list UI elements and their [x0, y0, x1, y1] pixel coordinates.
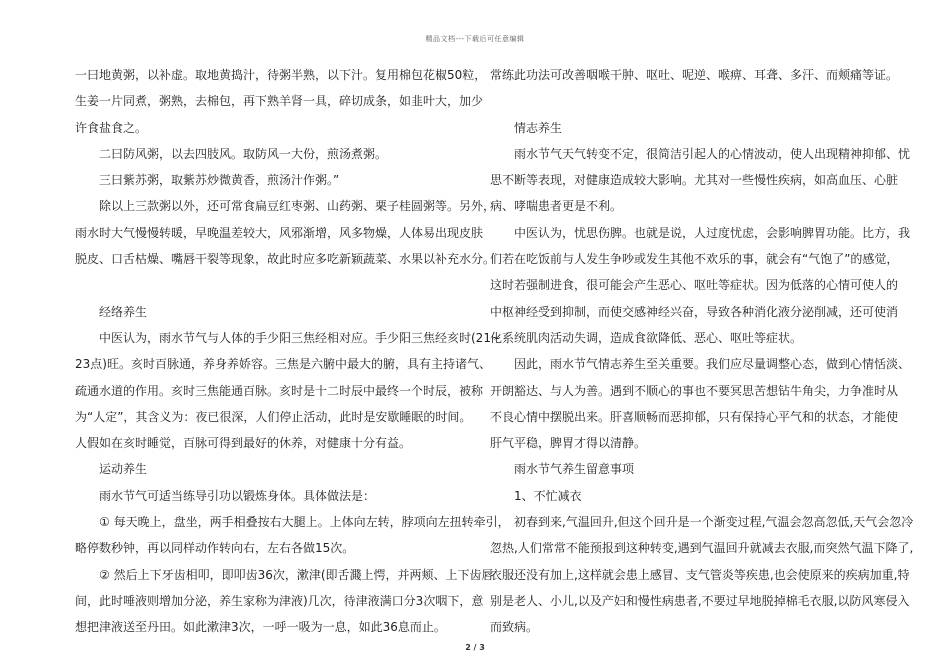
- paragraph-line: 一曰地黄粥，以补虚。取地黄捣汁，待粥半熟，以下汁。复用棉包花椒50粒，: [75, 68, 487, 82]
- paragraph-line: 忽热,人们常常不能预报到这种转变,遇到气温回升就减去衣服,而突然气温下降了,: [490, 541, 914, 556]
- paragraph-line: 中医认为，忧思伤脾。也就是说，人过度忧虑，会影响脾胃功能。比方，我: [514, 225, 911, 240]
- paragraph-line: 为“人定”，其含义为：夜已很深，人们停止活动，此时是安歇睡眠的时间。: [75, 409, 472, 424]
- paragraph-line: 常练此功法可改善咽喉干肿、呕吐、呢逆、喉痹、耳聋、多汗、而颊痛等证。: [490, 68, 899, 82]
- paragraph-line: ① 每天晚上，盘坐，两手相叠按右大腿上。上体向左转，脖项向左扭转牵引，: [99, 515, 510, 530]
- paragraph-line: 衣服还没有加上,这样就会患上感冒、支气管炎等疾患,也会使原来的疾病加重,特: [490, 567, 910, 582]
- paragraph-line: 初春到来,气温回升,但这个回升是一个渐变过程,气温会忽高忽低,天气会忽冷: [514, 515, 914, 530]
- paragraph-line: 思不断等表现，对健康造成较大影响。尤其对一些慢性疾病，如高血压、心脏: [490, 173, 899, 188]
- paragraph-line: 们若在吃饭前与人发生争吵或发生其他不欢乐的事，就会有“气饱了”的感觉，: [490, 252, 899, 267]
- paragraph-line: 除以上三款粥以外，还可常食扁豆红枣粥、山药粥、栗子桂圆粥等。另外，: [99, 199, 496, 214]
- paragraph-line: 23点)旺。亥时百脉通，养身养娇容。三焦是六腑中最大的腑，具有主持诸气、: [75, 357, 491, 372]
- paragraph-line: 二曰防风粥，以去四肢风。取防风一大份，煎汤煮粥。: [99, 146, 388, 161]
- paragraph-line: 中医认为，雨水节气与人体的手少阳三焦经相对应。手少阳三焦经亥时(21~: [99, 330, 502, 345]
- paragraph-line: 而致病。: [490, 620, 539, 635]
- paragraph-line: 生姜一片同煮，粥熟，去棉包，再下熟羊肾一具，碎切成条，如韭叶大，加少: [75, 94, 484, 109]
- paragraph-line: 三曰紫苏粥，取紫苏炒微黄香，煎汤汁作粥。”: [99, 173, 340, 188]
- paragraph-line: 不良心情中摆脱出来。肝喜顺畅而恶抑郁，只有保持心平气和的状态，才能使: [490, 409, 899, 424]
- paragraph-line: ② 然后上下牙齿相叩，即叩齿36次，漱津(即舌濺上愕，并两颊、上下齿唇: [99, 567, 494, 582]
- paragraph-line: 开朗豁达、与人为善。遇到不顺心的事也不要冥思苦想钻牛角尖，力争准时从: [490, 383, 899, 398]
- paragraph-line: 雨水节气可适当练导引功以锻炼身体。具体做法是：: [99, 488, 376, 503]
- section-gap: [75, 272, 453, 298]
- subsection-heading: 1、不忙减衣: [514, 488, 582, 503]
- paragraph-line: 肝气平稳，脾胃才得以清静。: [490, 436, 647, 451]
- section-heading: 经络养生: [99, 304, 148, 319]
- paragraph-line: 雨水节气天气转变不定，很简洁引起人的心情波动，使人出现精神抑郁、忧: [514, 146, 911, 161]
- section-gap: [490, 88, 880, 114]
- left-text-column: [75, 62, 510, 641]
- section-heading: 运动养生: [99, 462, 148, 477]
- paragraph-line: 脱皮、口舌枯燥、嘴唇干裂等现象，故此时应多吃新颖蔬菜、水果以补充水分。: [75, 252, 496, 267]
- paragraph-line: 略停数秒钟，再以同样动作转向右，左右各做15次。: [75, 541, 355, 556]
- paragraph-line: 人假如在亥时睡觉，百脉可得到最好的休养，对健康十分有益。: [75, 436, 412, 451]
- page-header: 精品文档---下载后可任意编辑: [425, 35, 525, 43]
- paragraph-line: 因此，雨水节气情志养生至关重要。我们应尽量调整心态，做到心情恬淡、: [514, 357, 911, 372]
- paragraph-line: 病、哮喘患者更是不利。: [490, 199, 623, 214]
- section-heading: 情志养生: [514, 120, 563, 135]
- paragraph-line: 这时若强制进食，很可能会产生恶心、呕吐等症状。因为低落的心情可使人的: [490, 278, 899, 293]
- paragraph-line: 化系统肌肉活动失调，造成食欲降低、恶心、呕吐等症状。: [490, 330, 803, 345]
- paragraph-line: 想把津液送至丹田。如此漱津3次，一呼一吸为一息，如此36息而止。: [75, 620, 446, 635]
- section-heading: 雨水节气养生留意事项: [514, 462, 635, 477]
- page-number: 2 / 3: [465, 643, 485, 652]
- paragraph-line: 别是老人、小儿,以及产妇和慢性病患者,不要过早地脱掉棉毛衣服,以防风寒侵入: [490, 593, 910, 608]
- paragraph-line: 中枢神经受到抑制，而使交感神经兴奋，导致各种消化液分泌削减，还可使消: [490, 304, 899, 319]
- paragraph-line: 许食盐食之。: [75, 120, 148, 135]
- paragraph-line: 雨水时大气慢慢转暖，早晚温差较大，风邪渐增，风多物燥，人体易出现皮肤: [75, 225, 484, 240]
- paragraph-line: 疏通水道的作用。亥时三焦能通百脉。亥时是十二时辰中最终一个时辰，被称: [75, 383, 484, 398]
- right-text-column: [490, 62, 914, 641]
- paragraph-line: 间，此时唾液则增加分泌，养生家称为津液)几次，待津液满口分3次咽下，意: [75, 593, 484, 608]
